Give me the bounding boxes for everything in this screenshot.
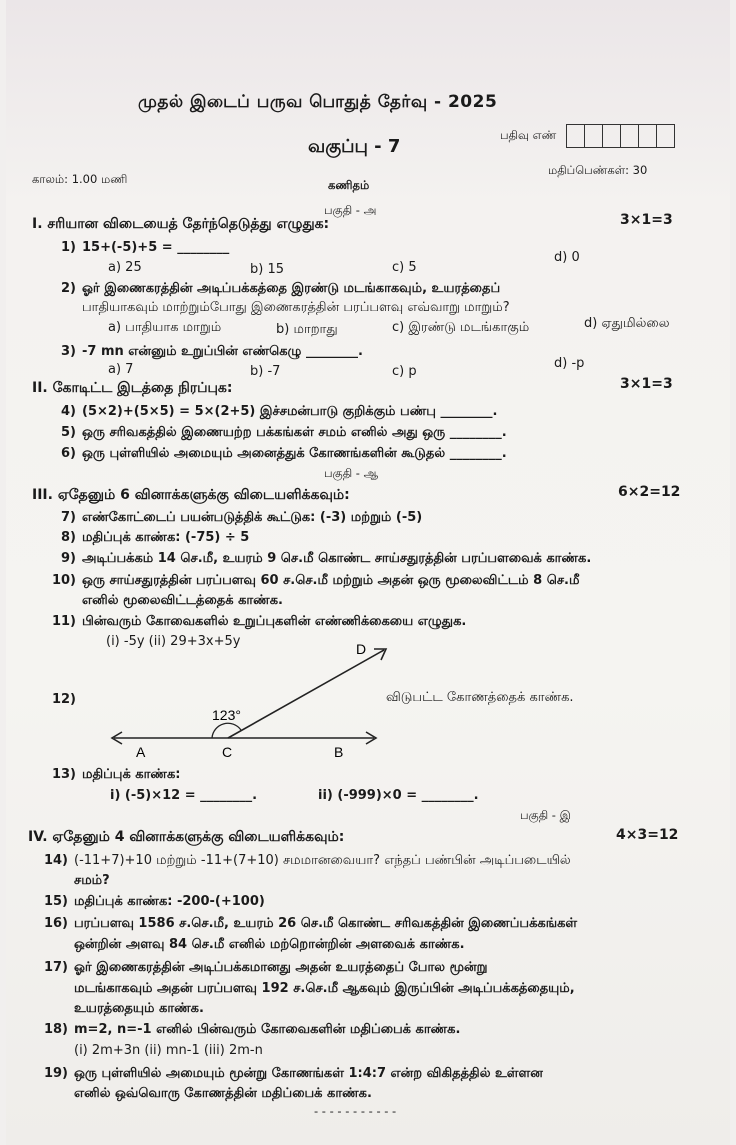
- question-18-line2: (i) 2m+3n (ii) mn-1 (iii) 2m-n: [74, 1043, 263, 1058]
- question-2: 2) ஓர் இணைகரத்தின் அடிப்பக்கத்தை இரண்டு மடங்காகவும், உயரத்தைப்: [61, 281, 501, 296]
- question-13: 13) மதிப்புக் காண்க:: [51, 767, 181, 782]
- question-2-line2: பாதியாகவும் மாற்றும்போது இணைகரத்தின் பரப்பளவு எவ்வாறு மாறும்?: [82, 300, 510, 315]
- angle-label: 123°: [212, 707, 241, 723]
- question-1: 1) 15+(-5)+5 = ________: [61, 240, 230, 255]
- q2-option-a: a) பாதியாக மாறும்: [108, 320, 222, 335]
- q2-option-b: b) மாறாது: [276, 322, 338, 337]
- point-b-label: B: [334, 744, 344, 760]
- part-b-label: பகுதி - ஆ: [324, 466, 379, 480]
- q3-option-b: b) -7: [250, 364, 281, 379]
- point-c-label: C: [222, 744, 233, 760]
- question-12-text: விடுபட்ட கோணத்தைக் காண்க.: [386, 690, 574, 705]
- q1-option-a: a) 25: [108, 260, 142, 275]
- q1-option-b: b) 15: [250, 262, 284, 277]
- ray-cd: [228, 650, 384, 738]
- point-d-label: D: [356, 641, 367, 657]
- question-16: 16) பரப்பளவு 1586 ச.செ.மீ, உயரம் 26 செ.மீ கொண்ட சரிவகத்தின் இணைப்பக்கங்கள்: [43, 916, 578, 931]
- section-3-marks: 6×2=12: [618, 484, 681, 500]
- section-4-title: IV. ஏதேனும் 4 வினாக்களுக்கு விடையளிக்கவும்:: [28, 829, 345, 845]
- register-number-label: பதிவு எண்: [500, 128, 557, 142]
- question-17: 17) ஓர் இணைகரத்தின் அடிப்பக்கமானது அதன் உயரத்தைப் போல மூன்று: [43, 960, 488, 975]
- question-13-part-i: i) (-5)×12 = ________.: [110, 788, 258, 803]
- q2-option-d: d) ஏதுமில்லை: [584, 316, 670, 331]
- section-1-marks: 3×1=3: [620, 212, 673, 228]
- question-5: 5) ஒரு சரிவகத்தில் இணையற்ற பக்கங்கள் சமம் எனில் அது ஒரு ________.: [61, 425, 507, 440]
- grade-label: வகுப்பு - 7: [308, 136, 401, 157]
- exam-duration: காலம்: 1.00 மணி: [32, 172, 128, 186]
- q3-option-d: d) -p: [554, 356, 585, 371]
- question-16-line2: ஒன்றின் அளவு 84 செ.மீ எனில் மற்றொன்றின் அளவைக் காண்க.: [74, 937, 465, 952]
- question-3: 3) -7 mn என்னும் உறுப்பின் எண்கெழு ________.: [61, 344, 363, 359]
- question-15: 15) மதிப்புக் காண்க: -200-(+100): [43, 894, 265, 909]
- section-3-title: III. ஏதேனும் 6 வினாக்களுக்கு விடையளிக்கவும்:: [32, 487, 350, 503]
- q1-option-d: d) 0: [554, 250, 580, 265]
- q1-option-c: c) 5: [392, 260, 417, 275]
- q3-option-c: c) p: [392, 364, 417, 379]
- question-10-line2: எனில் மூலைவிட்டத்தைக் காண்க.: [82, 593, 283, 608]
- question-17-line2: மடங்காகவும் அதன் பரப்பளவு 192 ச.செ.மீ ஆகவும் இருப்பின் அடிப்பக்கத்தையும்,: [74, 981, 575, 996]
- section-4-marks: 4×3=12: [616, 827, 679, 843]
- register-number-boxes: [566, 124, 675, 148]
- question-13-part-ii: ii) (-999)×0 = ________.: [318, 788, 479, 803]
- question-19: 19) ஒரு புள்ளியில் அமையும் மூன்று கோணங்கள் 1:4:7 என்ற விகிதத்தில் உள்ளன: [43, 1066, 543, 1081]
- question-11: 11) பின்வரும் கோவைகளில் உறுப்புகளின் எண்ணிக்கையை எழுதுக.: [51, 614, 467, 629]
- total-marks: மதிப்பெண்கள்: 30: [548, 163, 648, 177]
- exam-title: முதல் இடைப் பருவ பொதுத் தேர்வு - 2025: [138, 92, 498, 112]
- q2-option-c: c) இரண்டு மடங்காகும்: [392, 320, 530, 335]
- section-2-marks: 3×1=3: [620, 376, 673, 392]
- question-10: 10) ஒரு சாய்சதுரத்தின் பரப்பளவு 60 ச.செ.மீ மற்றும் அதன் ஒரு மூலைவிட்டம் 8 செ.மீ: [51, 573, 580, 588]
- question-12: 12): [51, 692, 76, 707]
- question-8: 8) மதிப்புக் காண்க: (-75) ÷ 5: [61, 530, 250, 545]
- section-2-title: II. கோடிட்ட இடத்தை நிரப்புக:: [32, 380, 233, 396]
- section-1-title: I. சரியான விடையைத் தேர்ந்தெடுத்து எழுதுக:: [32, 216, 330, 232]
- part-c-label: பகுதி - இ: [520, 808, 571, 822]
- question-6: 6) ஒரு புள்ளியில் அமையும் அனைத்துக் கோணங்களின் கூடுதல் ________.: [61, 446, 507, 461]
- question-19-line2: எனில் ஒவ்வொரு கோணத்தின் மதிப்பைக் காண்க.: [74, 1086, 372, 1101]
- part-a-label: பகுதி - அ: [324, 203, 377, 217]
- q3-option-a: a) 7: [108, 362, 134, 377]
- question-4: 4) (5×2)+(5×5) = 5×(2+5) இச்சமன்பாடு குறிக்கும் பண்பு ________.: [61, 404, 498, 419]
- end-dashes: - - - - - - - - - - -: [314, 1104, 397, 1118]
- subject-label: கணிதம்: [328, 178, 370, 192]
- question-18: 18) m=2, n=-1 எனில் பின்வரும் கோவைகளின் மதிப்பைக் காண்க.: [43, 1022, 461, 1037]
- question-9: 9) அடிப்பக்கம் 14 செ.மீ, உயரம் 9 செ.மீ கொண்ட சாய்சதுரத்தின் பரப்பளவைக் காண்க.: [61, 551, 592, 566]
- angle-diagram: [102, 640, 402, 765]
- question-17-line3: உயரத்தையும் காண்க.: [74, 1001, 204, 1016]
- angle-arc: [212, 723, 241, 738]
- exam-paper: [6, 0, 730, 1145]
- question-14-line2: சமம்?: [74, 873, 110, 888]
- question-7: 7) எண்கோட்டைப் பயன்படுத்திக் கூட்டுக: (-3) மற்றும் (-5): [61, 510, 423, 525]
- point-a-label: A: [136, 744, 146, 760]
- question-11-line2: (i) -5y (ii) 29+3x+5y: [106, 634, 241, 649]
- question-14: 14) (-11+7)+10 மற்றும் -11+(7+10) சமமானவையா? எந்தப் பண்பின் அடிப்படையில்: [43, 853, 571, 868]
